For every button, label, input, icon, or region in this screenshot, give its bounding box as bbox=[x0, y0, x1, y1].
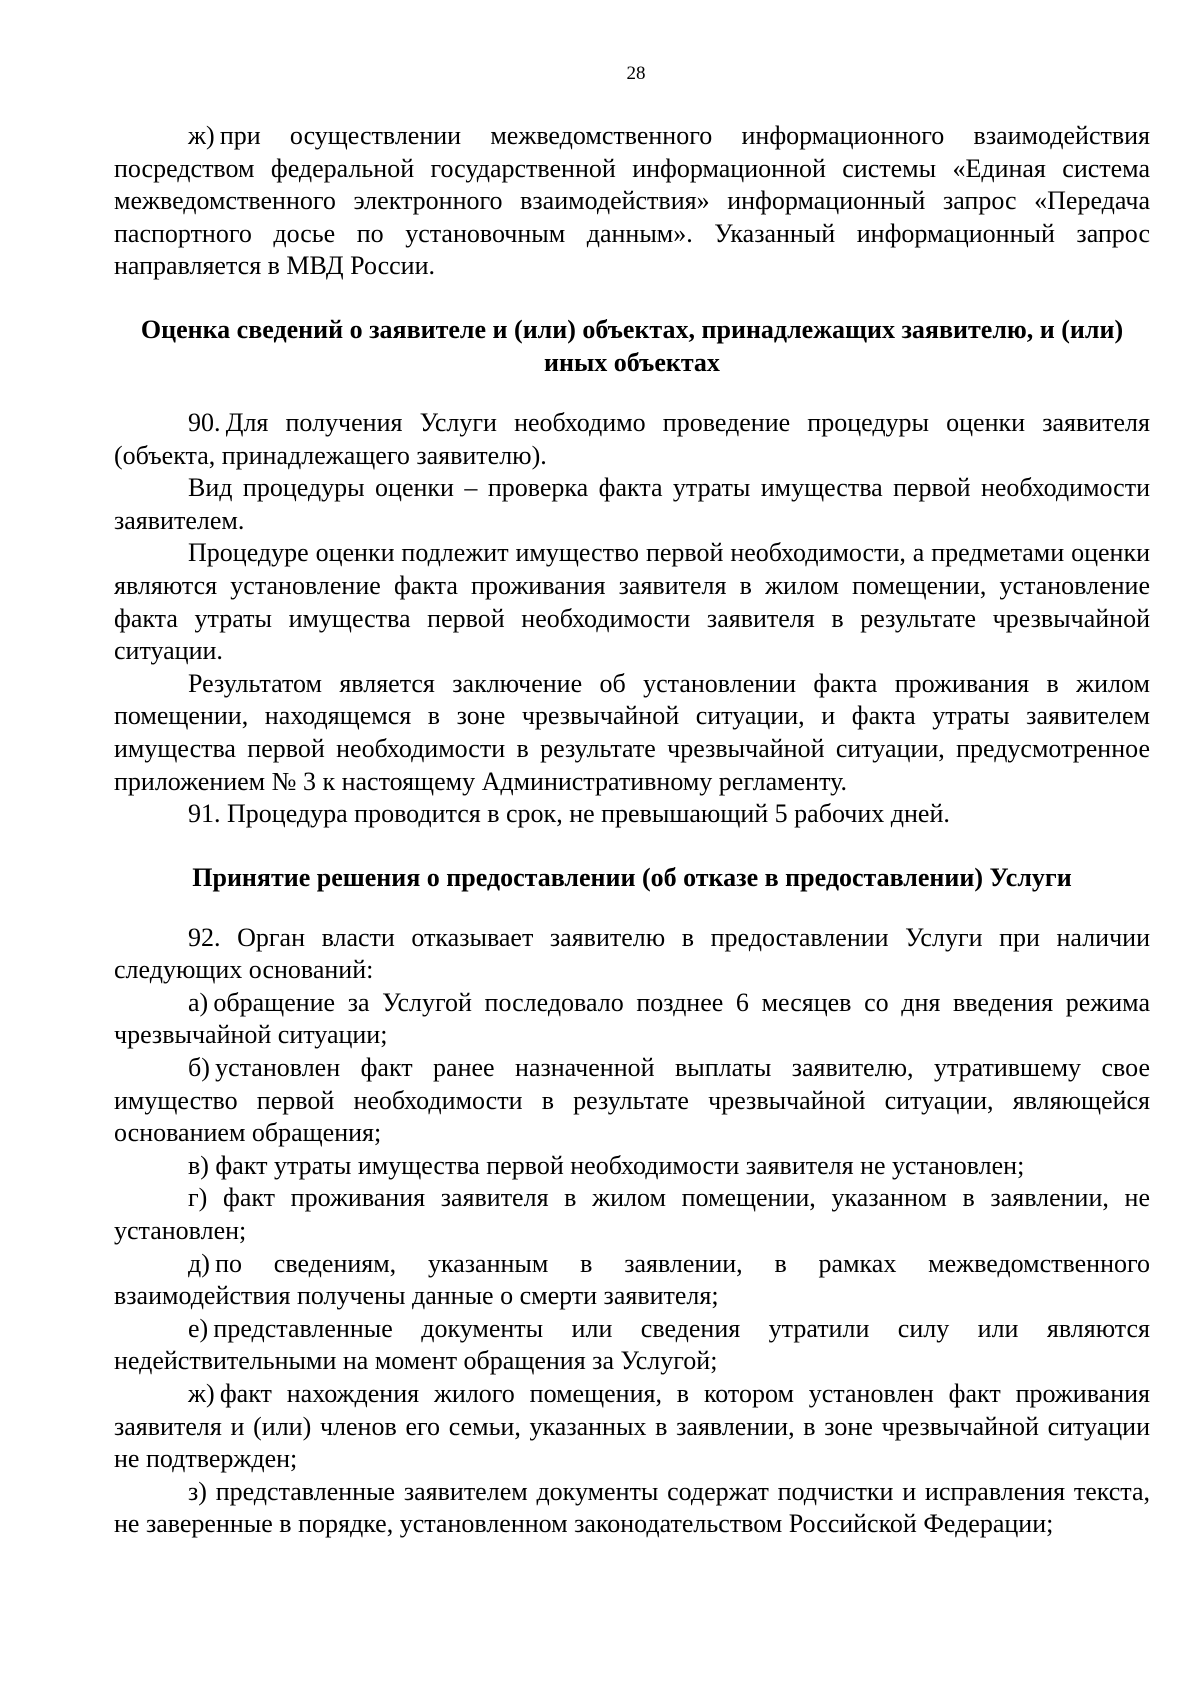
section-heading-assessment: Оценка сведений о заявителе и (или) объектах, принадлежащих заявителю, и (или) иных объектах bbox=[140, 314, 1124, 377]
refusal-ground-v: в) факт утраты имущества первой необходимости заявителя не установлен; bbox=[188, 1150, 1025, 1180]
section-heading-decision: Принятие решения о предоставлении (об отказе в предоставлении) Услуги bbox=[192, 862, 1072, 892]
refusal-ground-e: е) представленные документы или сведения утратили силу или являются недействительными на момент обращения за Услугой; bbox=[114, 1313, 1150, 1376]
item-zh-interagency-request: ж) при осуществлении межведомственного информационного взаимодействия посредством федеральной государственной информационной системы «Единая система межведомственного электронного взаимодействия» информационный запрос «Передача паспортного досье по установочным данным». Указанный информационный запрос направляется в МВД России. bbox=[114, 121, 1150, 281]
refusal-ground-d: д) по сведениям, указанным в заявлении, в рамках межведомственного взаимодействия получены данные о смерти заявителя; bbox=[114, 1248, 1150, 1311]
refusal-ground-zh: ж) факт нахождения жилого помещения, в котором установлен факт проживания заявителя и (или) членов его семьи, указанных в заявлении, в зоне чрезвычайной ситуации не подтвержден; bbox=[114, 1379, 1150, 1474]
paragraph-92: 92. Орган власти отказывает заявителю в предоставлении Услуги при наличии следующих оснований: bbox=[114, 922, 1150, 985]
document-page bbox=[114, 62, 1150, 1541]
page-number: 28 bbox=[626, 63, 646, 84]
paragraph-assessment-result: Результатом является заключение об установлении факта проживания в жилом помещении, находящемся в зоне чрезвычайной ситуации, и факта утраты заявителем имущества первой необходимости в результате чрезвычайной ситуации, предусмотренное приложением № 3 к настоящему Административному регламенту. bbox=[114, 668, 1150, 796]
refusal-ground-a: а) обращение за Услугой последовало позднее 6 месяцев со дня введения режима чрезвычайной ситуации; bbox=[114, 987, 1150, 1050]
paragraph-91: 91. Процедура проводится в срок, не превышающий 5 рабочих дней. bbox=[188, 799, 950, 829]
paragraph-assessment-subject: Процедуре оценки подлежит имущество первой необходимости, а предметами оценки являются установление факта проживания заявителя в жилом помещении, установление факта утраты имущества первой необходимости заявителя в результате чрезвычайной ситуации. bbox=[114, 538, 1150, 666]
paragraph-assessment-type: Вид процедуры оценки – проверка факта утраты имущества первой необходимости заявителем. bbox=[114, 473, 1150, 535]
refusal-ground-z: з) представленные заявителем документы содержат подчистки и исправления текста, не заверенные в порядке, установленном законодательством Российской Федерации; bbox=[114, 1476, 1150, 1539]
paragraph-90: 90. Для получения Услуги необходимо проведение процедуры оценки заявителя (объекта, принадлежащего заявителю). bbox=[114, 407, 1150, 470]
refusal-ground-b: б) установлен факт ранее назначенной выплаты заявителю, утратившему свое имущество первой необходимости в результате чрезвычайной ситуации, являющейся основанием обращения; bbox=[114, 1053, 1150, 1148]
refusal-ground-g: г) факт проживания заявителя в жилом помещении, указанном в заявлении, не установлен; bbox=[114, 1183, 1150, 1246]
